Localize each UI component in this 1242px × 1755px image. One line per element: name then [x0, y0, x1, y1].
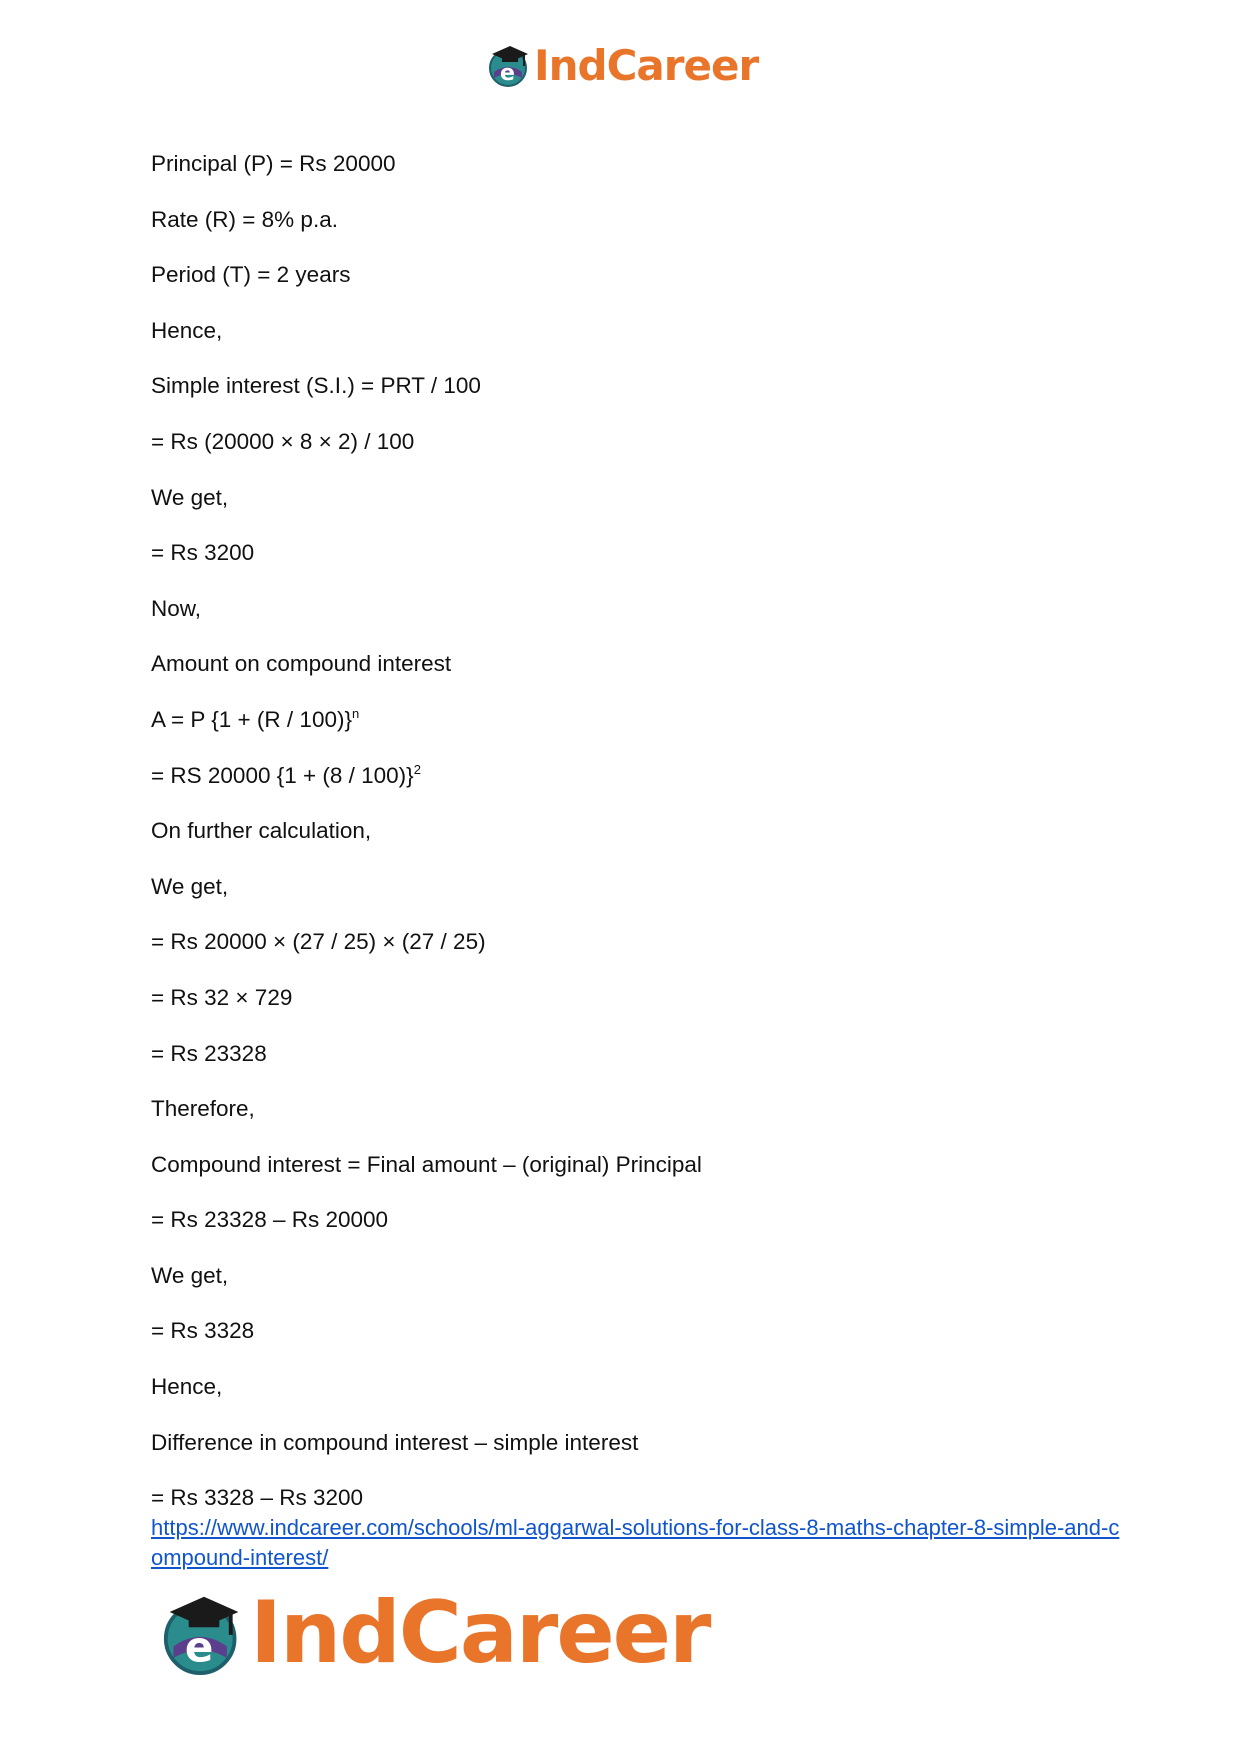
globe-graduation-cap-icon: [488, 42, 532, 88]
text-line: = Rs 3328 – Rs 3200: [151, 1485, 364, 1511]
text-line: = Rs 23328 – Rs 20000: [151, 1207, 389, 1233]
solution-text: [151, 148, 1111, 1538]
text-line: Simple interest (S.I.) = PRT / 100: [151, 373, 481, 399]
formula-exponent: 2: [413, 761, 421, 777]
footer-logo: [162, 1583, 709, 1683]
text-line: We get,: [151, 1262, 229, 1288]
text-line: Difference in compound interest – simple interest: [151, 1429, 639, 1455]
footer-logo-text: IndCareer: [250, 1583, 710, 1683]
text-line: = Rs 23328: [151, 1040, 267, 1066]
formula-text: A = P {1 + (R / 100)}: [151, 706, 352, 732]
text-line: = Rs 3200: [151, 540, 255, 566]
text-line: Compound interest = Final amount – (original) Principal: [151, 1151, 702, 1177]
text-line: On further calculation,: [151, 818, 372, 844]
globe-graduation-cap-icon: [162, 1588, 246, 1678]
text-line: Rate (R) = 8% p.a.: [151, 206, 338, 232]
formula-exponent: n: [351, 705, 360, 721]
text-line: = Rs 3328: [151, 1318, 255, 1344]
text-line: We get,: [151, 873, 229, 899]
svg-text:e: e: [500, 61, 515, 86]
text-line: Principal (P) = Rs 20000: [151, 151, 396, 176]
text-line: Hence,: [151, 317, 223, 343]
header-logo-text: IndCareer: [534, 40, 759, 90]
text-line: Period (T) = 2 years: [151, 262, 351, 288]
text-line: We get,: [151, 484, 229, 510]
svg-text:e: e: [184, 1622, 214, 1672]
formula-line: [151, 704, 1111, 760]
text-line: = Rs 20000 × (27 / 25) × (27 / 25): [151, 929, 486, 955]
source-link[interactable]: https://www.indcareer.com/schools/ml-aggarwal-solutions-for-class-8-maths-chapter-8-simple-and-compound-interest/: [151, 1515, 1120, 1570]
header-logo: [488, 40, 758, 90]
formula-text: = RS 20000 {1 + (8 / 100)}: [151, 762, 414, 788]
formula-line: [151, 760, 1111, 816]
text-line: Amount on compound interest: [151, 651, 452, 677]
text-line: Therefore,: [151, 1096, 255, 1122]
text-line: = Rs 32 × 729: [151, 984, 293, 1010]
text-line: Now,: [151, 595, 202, 621]
text-line: = Rs (20000 × 8 × 2) / 100: [151, 428, 415, 454]
text-line: Hence,: [151, 1374, 223, 1400]
